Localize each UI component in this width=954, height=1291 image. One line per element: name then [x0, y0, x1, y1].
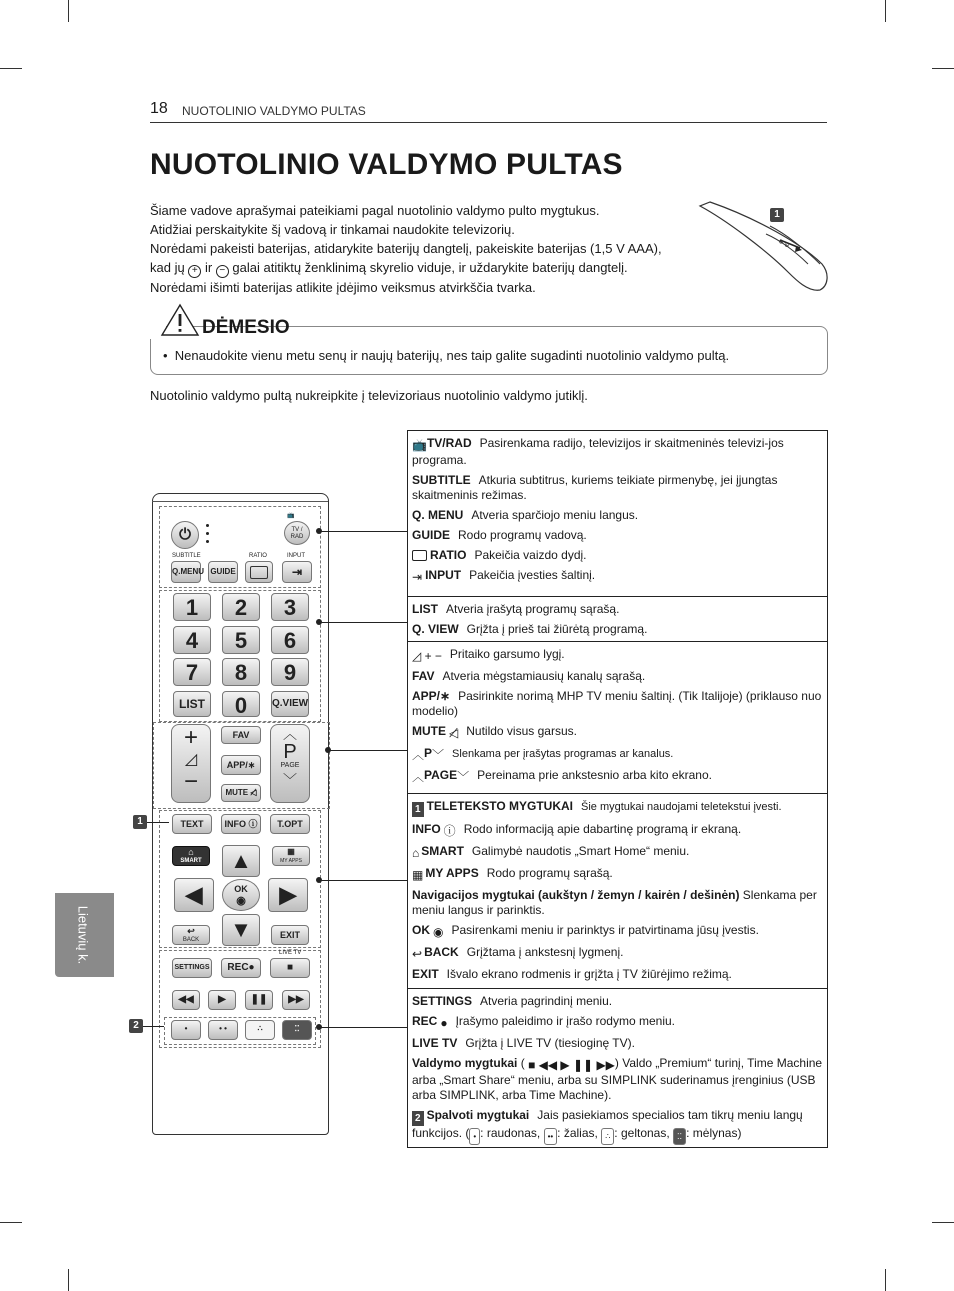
- row-key: Navigacijos mygtukai (aukštyn / žemyn / kairėn / dešinėn): [412, 888, 740, 902]
- topt-button[interactable]: T.OPT: [270, 814, 310, 834]
- row-desc: : žalias,: [557, 1126, 598, 1140]
- back-label: BACK: [182, 937, 200, 943]
- nav-left-button[interactable]: [174, 878, 214, 912]
- row-desc: Atveria mėgstamiausių kanalų sąrašą.: [442, 669, 646, 683]
- yellow-key-icon: ∴: [601, 1128, 614, 1145]
- row-desc: : mėlynas): [686, 1126, 742, 1140]
- volume-down-icon: −: [183, 768, 198, 795]
- row-key: MY APPS: [425, 866, 479, 880]
- row-key: SUBTITLE: [412, 473, 471, 487]
- fast-forward-icon: ▶▶: [288, 994, 304, 1005]
- table-row: [412, 1108, 823, 1145]
- indicator-dot: [206, 540, 209, 543]
- table-row: [412, 508, 823, 523]
- number-2-button[interactable]: 2: [222, 593, 260, 621]
- row-key: Spalvoti mygtukai: [426, 1108, 530, 1122]
- row-desc: Valdo „Premium“ turinį, Time Machine arba „Smart Share“ meniu, arba su SIMPLINK suderinamus įrenginius (USB arba SIMPLINK, arba Time Machine).: [412, 1056, 823, 1102]
- table-section-volume: [408, 642, 827, 794]
- row-key: GUIDE: [412, 528, 451, 542]
- page-label: PAGE: [280, 762, 300, 769]
- row-key: Q. VIEW: [412, 622, 459, 636]
- warning-triangle-icon: [160, 303, 200, 337]
- table-row: [412, 568, 823, 585]
- home-icon: ⌂: [188, 847, 194, 857]
- row-desc: Įrašymo paleidimo ir įrašo rodymo meniu.: [455, 1014, 676, 1028]
- exit-button[interactable]: EXIT: [271, 925, 309, 945]
- table-section-top: [408, 431, 827, 597]
- crop-mark: [68, 1269, 69, 1291]
- pause-button[interactable]: [245, 990, 273, 1010]
- row-desc: Atveria sparčiojo meniu langus.: [471, 508, 639, 522]
- leader-line: [143, 1026, 164, 1027]
- ok-target-icon: ◉: [433, 925, 444, 939]
- qview-button[interactable]: Q.VIEW: [271, 691, 309, 717]
- row-key: SMART: [421, 844, 464, 858]
- leader-dot: [316, 528, 322, 534]
- nav-down-button[interactable]: [222, 914, 260, 946]
- table-row: [412, 945, 823, 962]
- leader-dot: [325, 747, 331, 753]
- live-tv-button[interactable]: [270, 958, 310, 978]
- leader-dot: [316, 1024, 322, 1030]
- table-section-playback: [408, 989, 827, 1147]
- number-1-button[interactable]: 1: [173, 593, 211, 621]
- leader-line: [319, 622, 407, 623]
- intro-line: Atidžiai perskaitykite šį vadovą ir tinkamai naudokite televizorių.: [150, 222, 515, 237]
- caution-text: Nenaudokite vienu metu senų ir naujų baterijų, nes taip galite sugadinti nuotolinio valdymo pultą.: [174, 348, 730, 363]
- volume-up-icon: +: [183, 724, 198, 751]
- intro-text: galai atitiktų ženklinimą skyrelio viduje, ir uždarykite baterijų dangtelį.: [232, 260, 628, 275]
- power-button[interactable]: ⏻: [171, 521, 199, 549]
- row-key: FAV: [412, 669, 435, 683]
- intro-line: Šiame vadove aprašymai pateikiami pagal nuotolinio valdymo pulto mygtukus.: [150, 203, 600, 218]
- row-key: Valdymo mygtukai: [412, 1056, 518, 1070]
- row-key: P: [424, 746, 433, 760]
- row-desc: Pereinama prie ankstesnio arba kito ekrano.: [477, 768, 712, 782]
- table-row: [412, 994, 823, 1009]
- home-icon: ⌂: [412, 846, 420, 860]
- indicator-dot: [206, 532, 209, 535]
- ok-label: OK: [234, 884, 248, 894]
- crop-mark: [885, 0, 886, 22]
- number-4-button[interactable]: 4: [173, 626, 211, 654]
- table-row: [412, 689, 823, 719]
- apps-grid-icon: ▦: [412, 868, 424, 882]
- input-icon: ⇥: [291, 565, 303, 579]
- back-arrow-icon: ↩: [187, 926, 195, 936]
- chevron-up-icon: ︿: [283, 726, 297, 742]
- ok-button[interactable]: [222, 879, 260, 911]
- program-label: P: [283, 741, 297, 763]
- row-key: OK: [412, 923, 430, 937]
- row-desc: Šie mygtukai naudojami teletekstui įvesti.: [581, 801, 782, 813]
- number-6-button[interactable]: 6: [271, 626, 309, 654]
- crop-mark: [932, 1222, 954, 1223]
- arrow-right-icon: ▶: [279, 882, 297, 907]
- page-number: 18: [150, 100, 168, 117]
- tv-radio-icon: 📺: [412, 438, 427, 452]
- color-buttons-badge: 2: [129, 1019, 143, 1033]
- intro-line: [150, 258, 710, 278]
- row-desc: Rodo programų vadovą.: [458, 528, 587, 542]
- table-row: [412, 1056, 823, 1103]
- row-key: REC: [412, 1014, 438, 1028]
- number-5-button[interactable]: 5: [222, 626, 260, 654]
- leader-line: [319, 531, 407, 532]
- table-section-numbers: [408, 597, 827, 642]
- table-row: [412, 799, 823, 817]
- table-row: [412, 967, 823, 982]
- intro-text: kad jų: [150, 260, 185, 275]
- row-desc: Slenkama per meniu langus ir parinktis.: [412, 888, 817, 917]
- intro-paragraph: [150, 201, 710, 297]
- table-row: [412, 647, 823, 664]
- leader-line: [147, 822, 169, 823]
- row-desc: Galimybė naudotis „Smart Home“ meniu.: [471, 844, 690, 858]
- caution-item: • Nenaudokite vienu metu senų ir naujų baterijų, nes taip galite sugadinti nuotolinio valdymo pultą.: [163, 348, 730, 363]
- row-key: RATIO: [430, 548, 467, 562]
- table-row: [412, 602, 823, 617]
- rewind-button[interactable]: [172, 990, 200, 1010]
- input-icon: ⇥: [412, 570, 423, 584]
- red-key-icon: •: [469, 1128, 480, 1145]
- row-key: BACK: [424, 945, 459, 959]
- crop-mark: [885, 1269, 886, 1291]
- pause-icon: ❚❚: [250, 994, 268, 1005]
- volume-rocker[interactable]: [171, 724, 211, 803]
- ratio-icon: [412, 550, 427, 561]
- table-row: [412, 473, 823, 503]
- stop-icon: ■: [286, 962, 294, 973]
- arrow-up-icon: ▲: [230, 848, 252, 873]
- yellow-color-button[interactable]: ∴: [245, 1020, 275, 1040]
- row-key: TELETEKSTO MYGTUKAI: [426, 799, 574, 813]
- play-icon: ▶: [218, 994, 226, 1005]
- tv-rad-label-top: TV /: [291, 527, 303, 533]
- input-label: INPUT: [287, 553, 305, 559]
- green-key-icon: ••: [544, 1128, 558, 1145]
- leader-dot: [316, 877, 322, 883]
- color-badge: 2: [412, 1111, 424, 1126]
- row-key: TV/RAD: [426, 436, 472, 450]
- battery-cover-illustration: [696, 200, 832, 296]
- blue-color-button[interactable]: ⁚⁚: [282, 1020, 312, 1040]
- subtitle-label: SUBTITLE: [172, 553, 201, 559]
- ratio-icon: [250, 566, 268, 579]
- chevron-up-icon: ︿: [412, 748, 425, 762]
- settings-button[interactable]: SETTINGS: [172, 958, 212, 978]
- svg-text:⊕ ⊖: ⊕ ⊖: [777, 238, 791, 250]
- row-desc: : geltonas,: [614, 1126, 670, 1140]
- crop-mark: [0, 1222, 22, 1223]
- crop-mark: [68, 0, 69, 22]
- leader-line: [328, 750, 407, 751]
- table-row: [412, 888, 823, 918]
- row-desc: Rodo informaciją apie dabartinę programą ir ekraną.: [463, 822, 742, 836]
- qmenu-button[interactable]: Q.MENU: [171, 561, 201, 583]
- my-apps-button[interactable]: [272, 846, 310, 866]
- my-apps-label: MY APPS: [280, 858, 302, 864]
- crop-mark: [0, 68, 22, 69]
- number-7-button[interactable]: 7: [173, 658, 211, 686]
- table-row: [412, 669, 823, 684]
- chevron-up-icon: ︿: [412, 770, 425, 784]
- leader-line: [319, 880, 407, 881]
- nav-right-button[interactable]: [268, 878, 308, 912]
- intro-line: Norėdami pakeisti baterijas, atidarykite baterijų dangtelį, pakeiskite baterijas (1,5 V AAA),: [150, 241, 662, 256]
- row-desc: Slenkama per įrašytas programas ar kanalus.: [452, 748, 674, 760]
- table-row: [412, 528, 823, 543]
- row-desc: Atkuria subtitrus, kuriems teikiate pirmenybę, jei įjungtas skaitmeninis režimas.: [412, 473, 778, 502]
- nav-up-button[interactable]: [222, 845, 260, 877]
- close-paren: ): [614, 1056, 619, 1070]
- green-color-button[interactable]: • •: [208, 1020, 238, 1040]
- table-row: [412, 1036, 823, 1051]
- plus-pole-icon: +: [188, 265, 201, 278]
- button-description-table: [407, 430, 828, 1148]
- row-key: MUTE: [412, 724, 446, 738]
- back-button[interactable]: [172, 925, 210, 945]
- row-desc: Atveria pagrindinį meniu.: [480, 994, 613, 1008]
- tv-rad-label-bottom: RAD: [290, 534, 304, 540]
- info-button[interactable]: INFO ⓘ: [221, 814, 261, 834]
- chevron-down-icon: ﹀: [283, 772, 297, 788]
- row-desc: Pakeičia vaizdo dydį.: [474, 548, 587, 562]
- rec-button[interactable]: REC●: [221, 958, 261, 978]
- live-tv-label: LIVE TV: [279, 950, 302, 956]
- volume-plus-minus-icon: ◿ + −: [412, 649, 442, 663]
- row-key: LIST: [412, 602, 438, 616]
- fast-forward-button[interactable]: [282, 990, 310, 1010]
- row-key: Q. MENU: [412, 508, 464, 522]
- table-row: [412, 768, 823, 785]
- guide-button[interactable]: GUIDE: [208, 561, 238, 583]
- ratio-button[interactable]: [245, 561, 273, 583]
- tv-rad-button[interactable]: [284, 521, 310, 545]
- table-row: [412, 724, 823, 741]
- tv-radio-icon: 📺: [287, 513, 295, 519]
- arrow-down-icon: ▼: [230, 917, 252, 942]
- leader-dot: [316, 619, 322, 625]
- indicator-dot: [206, 524, 209, 527]
- smart-label: SMART: [180, 858, 202, 864]
- mute-button[interactable]: MUTE ◁̸: [221, 784, 261, 802]
- playback-icons: ■ ◀◀ ▶ ❚❚ ▶▶: [528, 1058, 615, 1072]
- row-desc: Pasirenkama radijo, televizijos ir skaitmeninės televizi-jos programa.: [412, 436, 784, 467]
- caution-title: DĖMESIO: [202, 317, 290, 338]
- intro-text: ir: [204, 260, 213, 275]
- chevron-down-icon: ﹀: [432, 748, 445, 762]
- table-row: [412, 622, 823, 637]
- text-button[interactable]: TEXT: [172, 814, 212, 834]
- program-rocker[interactable]: [270, 724, 310, 803]
- running-header: NUOTOLINIO VALDYMO PULTAS: [182, 104, 366, 118]
- battery-step-badge: 1: [770, 208, 784, 222]
- row-key: APP/∗: [412, 689, 451, 703]
- fav-button[interactable]: FAV: [221, 726, 261, 744]
- volume-icon: ◿: [184, 751, 198, 768]
- table-row: [412, 436, 823, 468]
- row-key: SETTINGS: [412, 994, 473, 1008]
- teletext-badge: 1: [133, 815, 147, 829]
- row-desc: Grįžta į prieš tai žiūrėtą programą.: [466, 622, 648, 636]
- number-3-button[interactable]: 3: [271, 593, 309, 621]
- row-key: INFO: [412, 822, 441, 836]
- chevron-down-icon: ﹀: [457, 770, 470, 784]
- ratio-label: RATIO: [249, 553, 267, 559]
- row-desc: Grįžta į LIVE TV (tiesioginę TV).: [465, 1036, 635, 1050]
- leader-line: [319, 1027, 407, 1028]
- app-button[interactable]: APP/∗: [221, 755, 261, 775]
- row-desc: Pakeičia įvesties šaltinį.: [469, 568, 596, 582]
- row-desc: Pasirinkite norimą MHP TV meniu šaltinį. (Tik Italijoje) (priklauso nuo modelio): [412, 689, 822, 718]
- table-row: [412, 822, 823, 839]
- blue-key-icon: ⁚⁚: [673, 1128, 686, 1145]
- number-8-button[interactable]: 8: [222, 658, 260, 686]
- row-desc: Atveria įrašytą programų sąrašą.: [446, 602, 620, 616]
- teletext-badge: 1: [412, 802, 424, 817]
- aim-instruction: Nuotolinio valdymo pultą nukreipkite į televizoriaus nuotolinio valdymo jutiklį.: [150, 388, 588, 403]
- row-key: INPUT: [425, 568, 462, 582]
- intro-line: Norėdami išimti baterijas atlikite įdėjimo veiksmus atvirkščia tvarka.: [150, 280, 536, 295]
- back-arrow-icon: ↩: [412, 947, 423, 961]
- page-title: NUOTOLINIO VALDYMO PULTAS: [150, 148, 623, 181]
- record-dot-icon: ●: [440, 1016, 448, 1030]
- caution-header: [148, 303, 290, 339]
- row-desc: Pasirenkami meniu ir parinktys ir patvirtinama jūsų įvestis.: [451, 923, 759, 937]
- header-rule: [150, 122, 827, 123]
- input-button[interactable]: [282, 561, 312, 583]
- row-desc: Grįžtama į ankstesnį lygmenį.: [466, 945, 624, 959]
- row-desc: Pritaiko garsumo lygį.: [449, 647, 565, 661]
- row-desc: : raudonas,: [480, 1126, 541, 1140]
- row-key: LIVE TV: [412, 1036, 458, 1050]
- rewind-icon: ◀◀: [178, 994, 194, 1005]
- table-row: [412, 866, 823, 883]
- remote-top-edge: [152, 493, 328, 502]
- red-color-button[interactable]: •: [171, 1020, 201, 1040]
- number-0-button[interactable]: 0: [222, 691, 260, 717]
- smart-button[interactable]: [172, 846, 210, 866]
- play-button[interactable]: [208, 990, 236, 1010]
- crop-mark: [932, 68, 954, 69]
- open-paren: (: [520, 1056, 525, 1070]
- row-desc: Išvalo ekrano rodmenis ir grįžta į TV žiūrėjimo režimą.: [446, 967, 732, 981]
- info-icon: ⓘ: [443, 824, 456, 838]
- number-9-button[interactable]: 9: [271, 658, 309, 686]
- table-row: [412, 548, 823, 563]
- table-row: [412, 1014, 823, 1031]
- row-desc: Nutildo visus garsus.: [466, 724, 577, 738]
- language-tab: [55, 893, 114, 977]
- ok-target-icon: ◉: [236, 895, 246, 907]
- apps-grid-icon: ▦: [287, 847, 295, 856]
- arrow-left-icon: ◀: [185, 882, 203, 907]
- table-row: [412, 844, 823, 861]
- row-desc: Rodo programų sąrašą.: [486, 866, 613, 880]
- language-tab-label: Lietuvių k.: [75, 905, 91, 965]
- list-button[interactable]: LIST: [173, 691, 211, 717]
- table-row: [412, 923, 823, 940]
- table-row: [412, 746, 823, 763]
- row-desc: Jais pasiekiamos specialios tam tikrų meniu langų funkcijos. (: [412, 1108, 803, 1140]
- minus-pole-icon: −: [216, 265, 229, 278]
- row-key: PAGE: [424, 768, 458, 782]
- table-section-navigation: [408, 794, 827, 989]
- row-key: EXIT: [412, 967, 439, 981]
- mute-icon: ◁̸: [449, 726, 459, 740]
